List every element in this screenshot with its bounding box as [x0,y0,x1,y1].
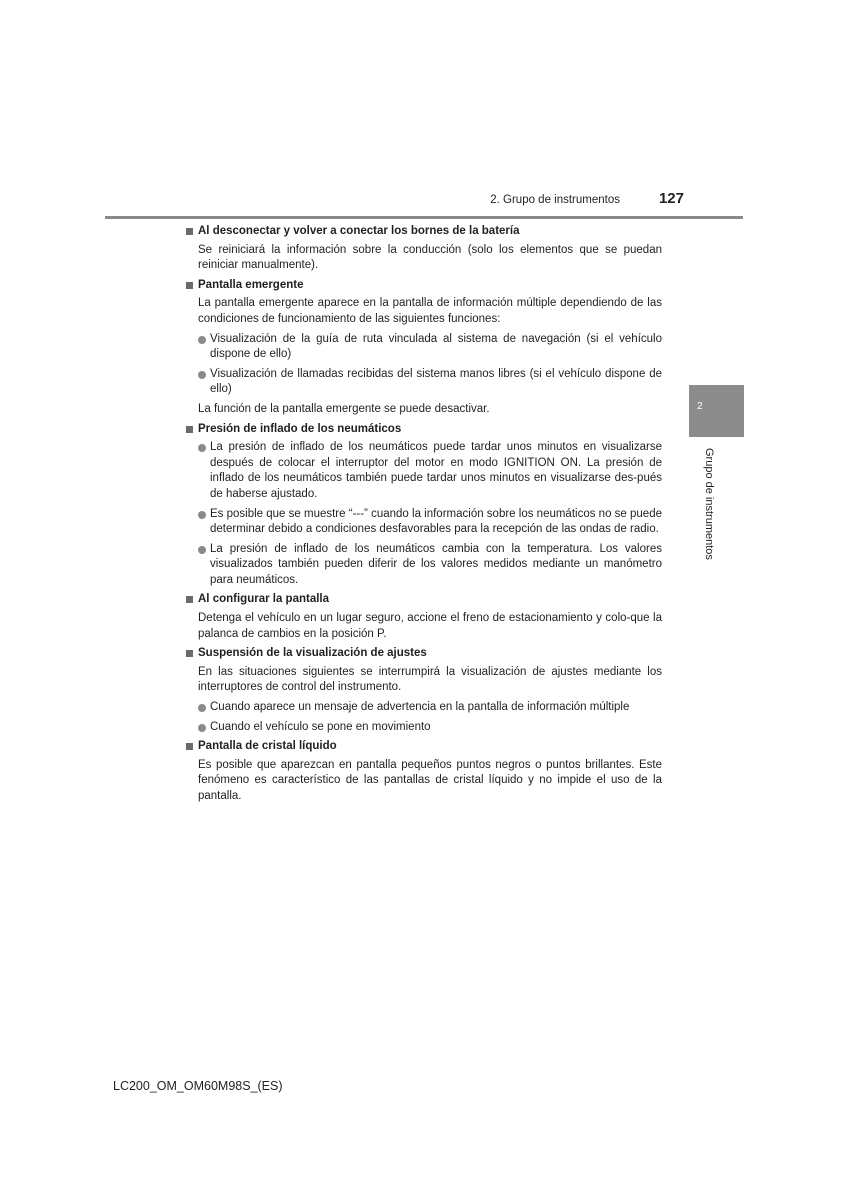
bullet-text: La presión de inflado de los neumáticos cambia con la temperatura. Los valores visualizados también pueden diferir de los valores medidos mediante un manómetro para neumáticos. [210,542,662,586]
circle-bullet-icon [198,371,206,379]
bullet-item [198,542,662,589]
section-heading-text: Pantalla emergente [198,278,304,291]
bullet-item [198,700,662,716]
bullet-text: Cuando el vehículo se pone en movimiento [210,720,431,733]
bullet-text: Cuando aparece un mensaje de advertencia en la pantalla de información múltiple [210,701,630,714]
paragraph: Es posible que aparezcan en pantalla pequeños puntos negros o puntos brillantes. Este fenómeno es característico de las pantallas de cristal líquido y no impide el uso de la pantalla. [198,758,662,802]
section-heading-text: Al desconectar y volver a conectar los bornes de la batería [198,225,520,237]
section-heading [186,739,662,755]
circle-bullet-icon [198,336,206,344]
circle-bullet-icon [198,444,206,452]
square-bullet-icon [186,282,193,289]
square-bullet-icon [186,743,193,750]
running-header-section: 2. Grupo de instrumentos [490,194,620,206]
chapter-label: Grupo de instrumentos [703,448,715,560]
bullet-text: La presión de inflado de los neumáticos puede tardar unos minutos en visualizarse después de colocar el interruptor del motor en modo IGNITION ON. La presión de inflado de los neumáticos también puede tardar unos minutos en visualizarse des-pués de haberse ajustado. [210,441,662,500]
bullet-item [198,720,662,736]
bullet-item [198,507,662,538]
section [186,592,662,642]
circle-bullet-icon [198,704,206,712]
paragraph: En las situaciones siguientes se interrumpirá la visualización de ajustes mediante los interruptores de control del instrumento. [198,665,662,694]
square-bullet-icon [186,426,193,433]
section-heading [186,278,662,294]
section [186,278,662,418]
page-body [186,224,662,809]
paragraph: La pantalla emergente aparece en la pantalla de información múltiple dependiendo de las condiciones de funcionamiento de las siguientes funciones: [198,297,662,325]
section-heading [186,422,662,438]
section-heading-text: Pantalla de cristal líquido [198,740,337,753]
square-bullet-icon [186,596,193,603]
bullet-item [198,332,662,363]
section [186,422,662,589]
page-number: 127 [658,190,684,207]
section [186,224,662,274]
bullet-item [198,440,662,502]
header-divider [105,216,743,219]
bullet-text: Visualización de la guía de ruta vinculada al sistema de navegación (si el vehículo dispone de ello) [210,332,662,361]
chapter-tab [689,385,744,437]
section-heading [186,646,662,662]
bullet-text: Es posible que se muestre “---” cuando la información sobre los neumáticos no se puede determinar debido a condiciones desfavorables para la recepción de las ondas de radio. [210,507,662,536]
square-bullet-icon [186,650,193,657]
section-heading [186,224,662,240]
paragraph: La función de la pantalla emergente se puede desactivar. [198,402,490,415]
chapter-number: 2 [697,401,703,412]
section-heading-text: Suspensión de la visualización de ajustes [198,647,427,660]
section-heading [186,592,662,608]
paragraph: Se reiniciará la información sobre la conducción (solo los elementos que se puedan reiniciar manualmente). [198,243,662,272]
square-bullet-icon [186,228,193,235]
section-heading-text: Al configurar la pantalla [198,593,329,606]
circle-bullet-icon [198,724,206,732]
section [186,739,662,804]
section [186,646,662,735]
paragraph: Detenga el vehículo en un lugar seguro, accione el freno de estacionamiento y colo-que la palanca de cambios en la posición P. [198,612,662,640]
bullet-item [198,367,662,398]
circle-bullet-icon [198,546,206,554]
bullet-text: Visualización de llamadas recibidas del sistema manos libres (si el vehículo dispone de ello) [210,367,662,396]
document-code: LC200_OM_OM60M98S_(ES) [113,1079,283,1093]
section-heading-text: Presión de inflado de los neumáticos [198,422,402,435]
circle-bullet-icon [198,511,206,519]
